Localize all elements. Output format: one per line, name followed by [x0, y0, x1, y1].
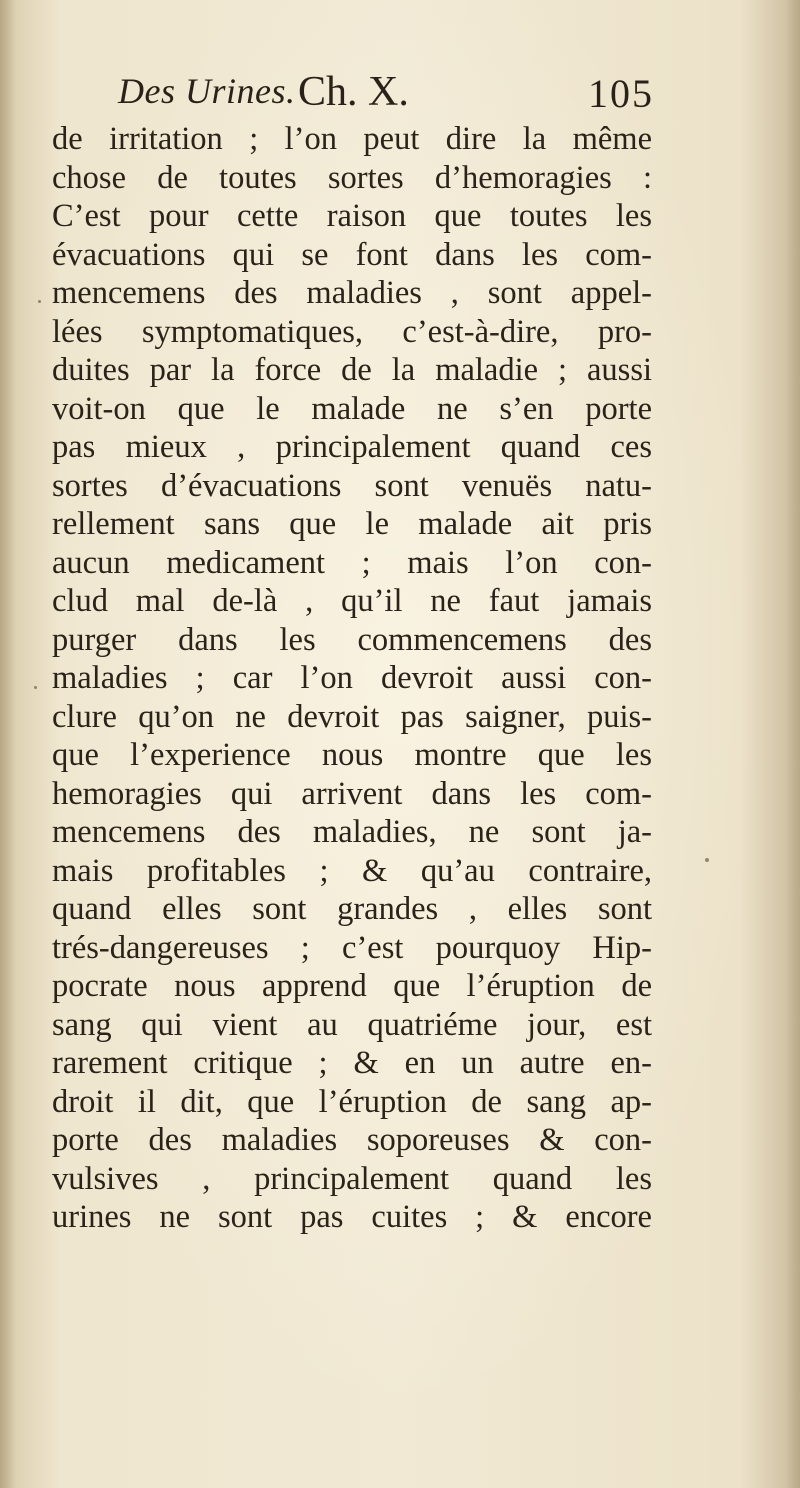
body-text: [52, 120, 652, 1237]
text-line: clud mal de-là , qu’il ne faut jamais: [52, 583, 652, 619]
text-line: urines ne sont pas cuites ; & encore: [52, 1199, 652, 1235]
text-line: que l’experience nous montre que les: [52, 737, 652, 773]
text-line: maladies ; car l’on devroit aussi con-: [52, 660, 652, 696]
page-header: [118, 68, 654, 120]
text-line: purger dans les commencemens des: [52, 621, 652, 658]
text-line: porte des maladies soporeuses & con-: [52, 1122, 652, 1158]
paper-speck: [38, 300, 41, 303]
text-line: lées symptomatiques, c’est-à-dire, pro-: [52, 313, 652, 350]
text-line: duites par la force de la maladie ; aussi: [52, 352, 652, 388]
text-line: pas mieux , principalement quand ces: [52, 429, 652, 465]
page-number: 105: [588, 71, 654, 116]
text-line: pocrate nous apprend que l’éruption de: [52, 968, 652, 1004]
text-line: vulsives , principalement quand les: [52, 1160, 652, 1197]
page-gutter-shadow: [0, 0, 16, 1488]
text-line: mencemens des maladies, ne sont ja-: [52, 814, 652, 850]
running-title: Des Urines.: [118, 71, 296, 111]
text-line: rellement sans que le malade ait pris: [52, 506, 652, 542]
paper-speck: [705, 858, 709, 862]
text-line: voit-on que le malade ne s’en porte: [52, 390, 652, 427]
page-edge-shadow: [786, 0, 800, 1488]
paper-speck: [34, 686, 37, 689]
text-line: rarement critique ; & en un autre en-: [52, 1045, 652, 1081]
text-line: C’est pour cette raison que toutes les: [52, 198, 652, 234]
text-line: quand elles sont grandes , elles sont: [52, 891, 652, 927]
chapter-label: Ch. X.: [298, 69, 409, 115]
text-line: droit il dit, que l’éruption de sang ap-: [52, 1083, 652, 1120]
text-line: hemoragies qui arrivent dans les com-: [52, 775, 652, 812]
text-line: mencemens des maladies , sont appel-: [52, 275, 652, 311]
text-line: chose de toutes sortes d’hemoragies :: [52, 159, 652, 196]
text-line: évacuations qui se font dans les com-: [52, 236, 652, 273]
text-line: de irritation ; l’on peut dire la même: [52, 121, 652, 157]
text-line: mais profitables ; & qu’au contraire,: [52, 852, 652, 889]
text-line: clure qu’on ne devroit pas saigner, puis-: [52, 698, 652, 735]
text-line: aucun medicament ; mais l’on con-: [52, 544, 652, 581]
text-line: sortes d’évacuations sont venuës natu-: [52, 467, 652, 504]
text-line: trés-dangereuses ; c’est pourquoy Hip-: [52, 929, 652, 966]
text-line: sang qui vient au quatriéme jour, est: [52, 1006, 652, 1043]
